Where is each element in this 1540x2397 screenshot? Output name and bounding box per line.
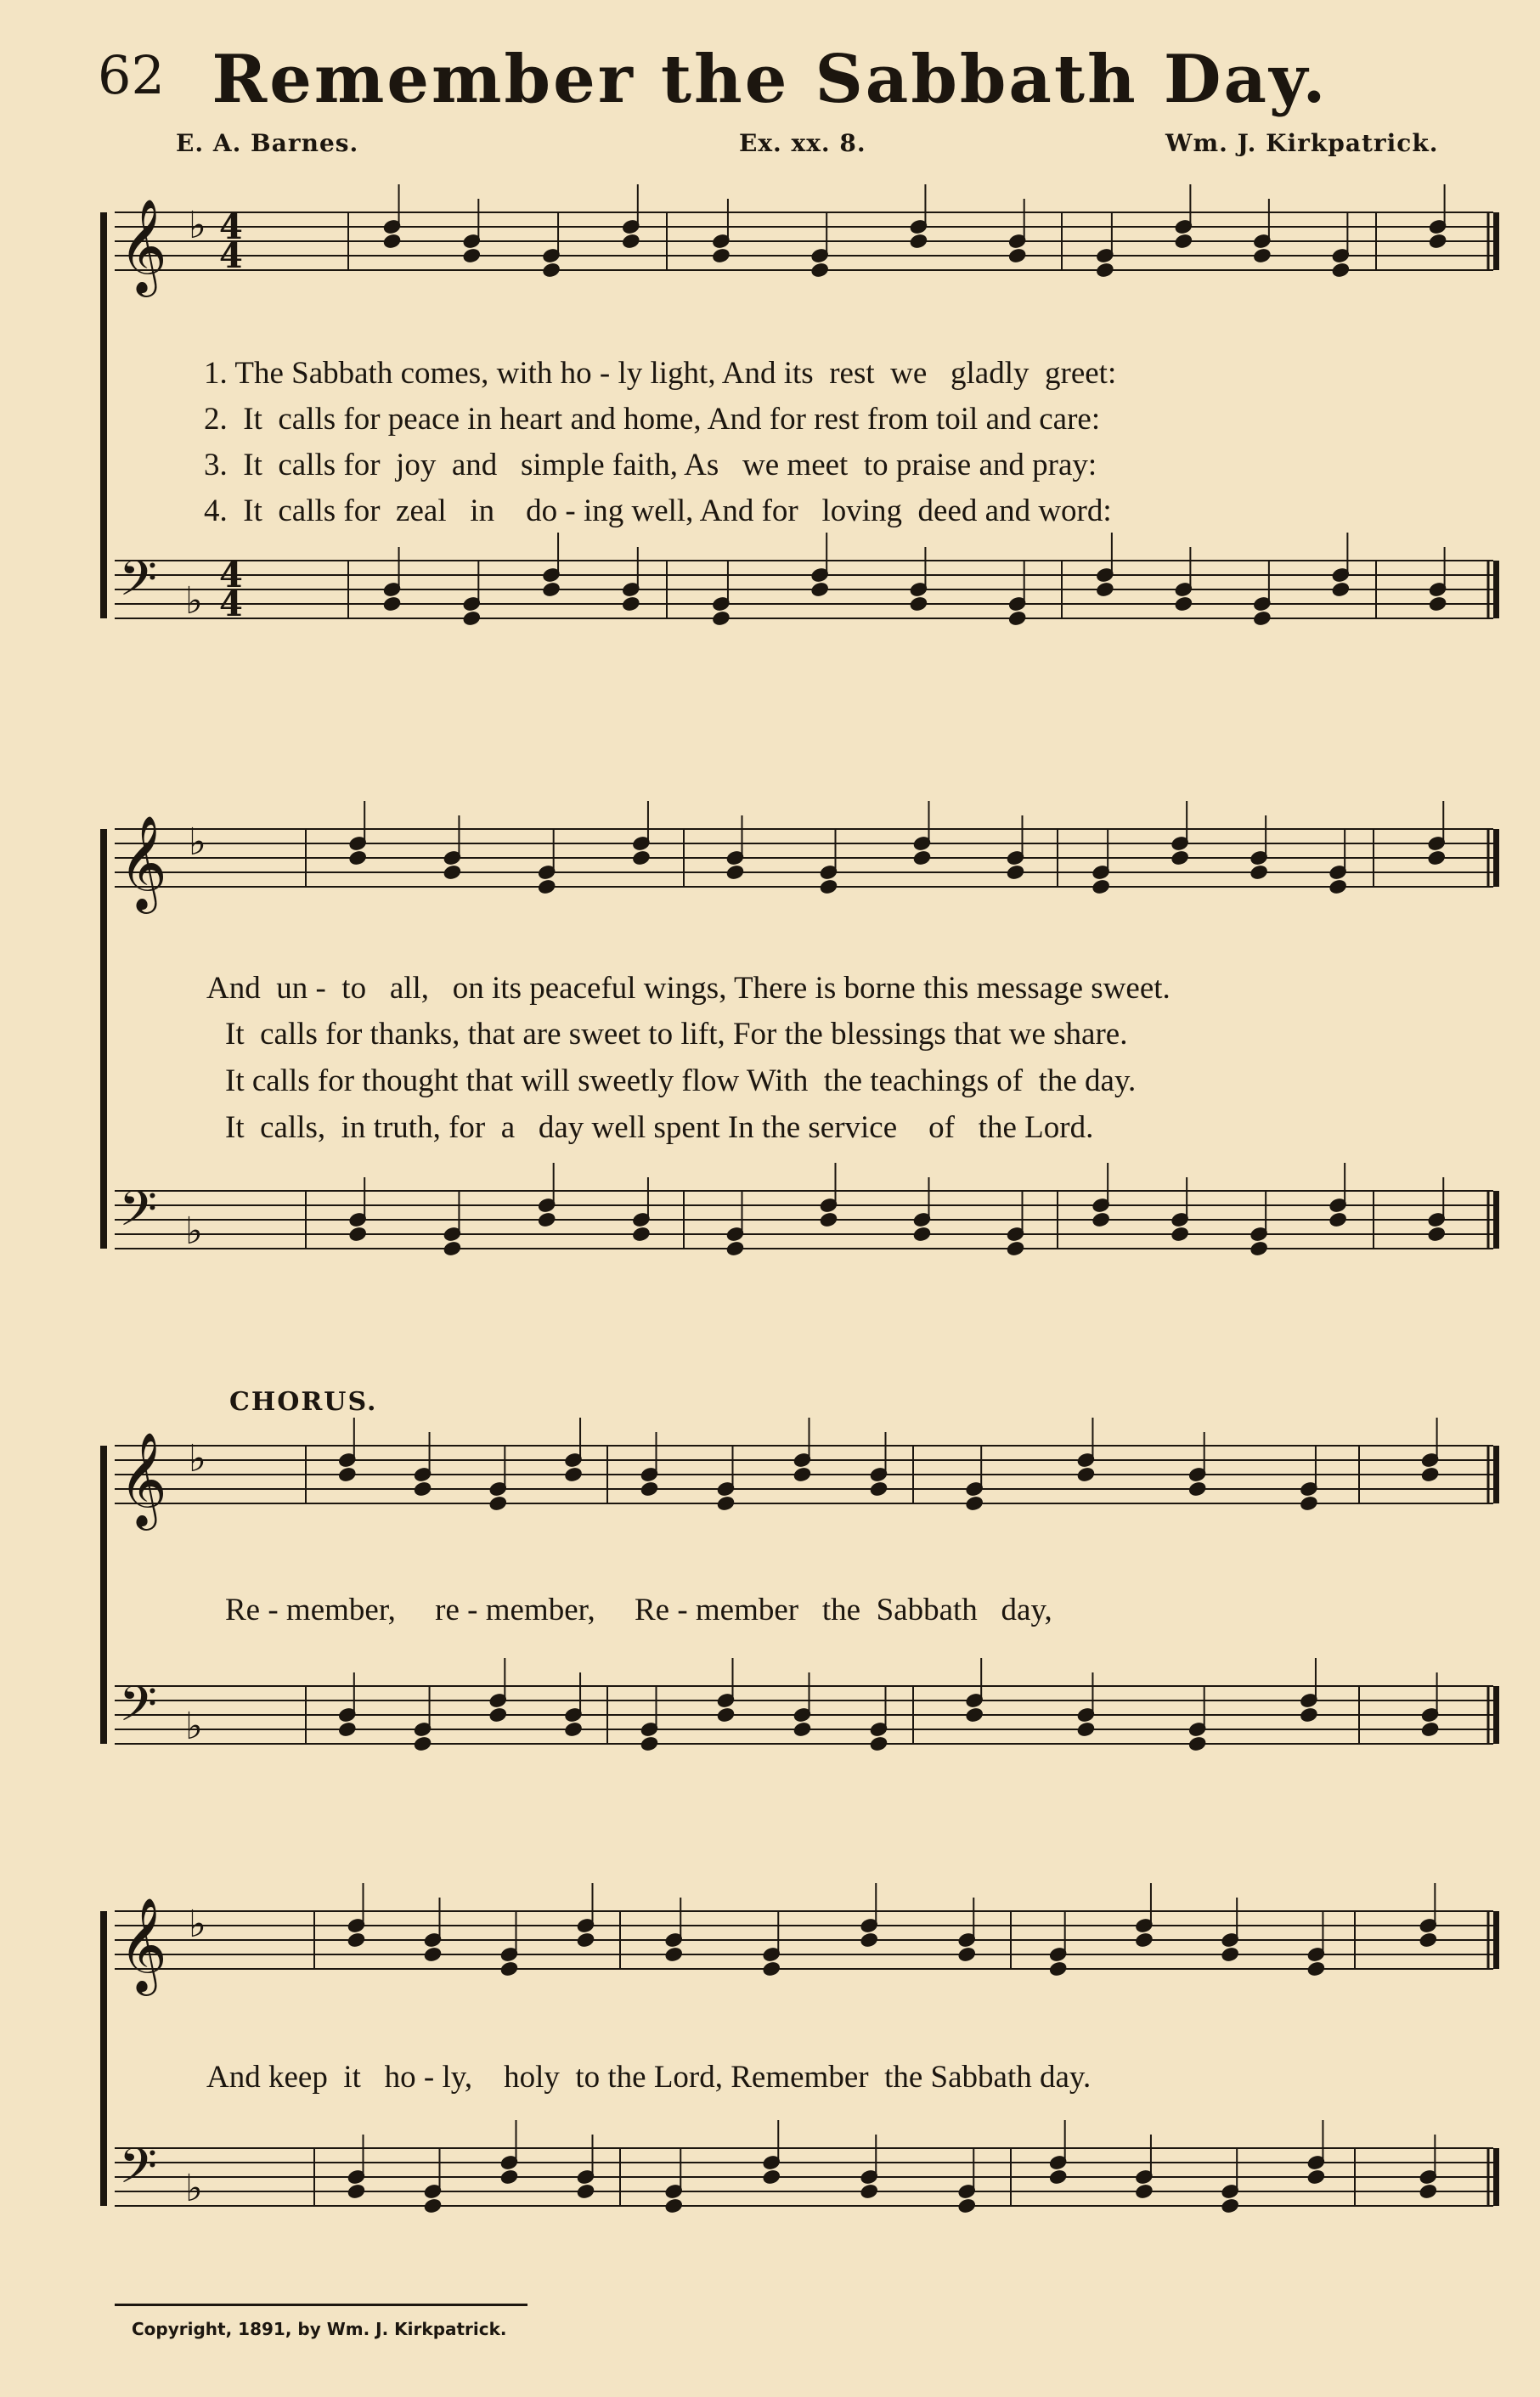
copyright-notice: Copyright, 1891, by Wm. J. Kirkpatrick. [132,2319,507,2339]
svg-text:𝄢: 𝄢 [119,1180,158,1249]
svg-text:4: 4 [219,207,243,247]
verse-2-line-2: It calls for thanks, that are sweet to lift, For the blessings that we share. [225,1017,1128,1052]
author-credit: E. A. Barnes. [176,129,359,157]
chorus-lyric-line-2: And keep it ho - ly, holy to the Lord, Remember the Sabbath day. [206,2060,1092,2095]
verse-1-line-2: And un - to all, on its peaceful wings, There is borne this message sweet. [206,971,1171,1006]
svg-text:♭: ♭ [185,1210,203,1253]
svg-text:𝄢: 𝄢 [119,1675,158,1745]
svg-text:𝄢: 𝄢 [119,2137,158,2207]
svg-text:𝄞: 𝄞 [119,1897,167,1992]
copyright-rule [115,2304,527,2306]
svg-text:4: 4 [219,236,243,276]
svg-text:𝄞: 𝄞 [119,1431,167,1526]
svg-text:𝄢: 𝄢 [119,550,158,619]
svg-text:♭: ♭ [189,1437,206,1480]
verse-3-line-1: 3. It calls for joy and simple faith, As we meet to praise and pray: [204,448,1097,482]
verse-3-line-2: It calls for thought that will sweetly flow With the teachings of the day. [225,1063,1137,1098]
verse-4-line-1: 4. It calls for zeal in do - ing well, And for loving deed and word: [204,494,1112,528]
chorus-label: CHORUS. [229,1387,378,1417]
scripture-reference: Ex. xx. 8. [739,129,866,157]
svg-text:4: 4 [219,556,243,595]
svg-text:♭: ♭ [189,1903,206,1946]
svg-text:4: 4 [219,584,243,624]
verse-4-line-2: It calls, in truth, for a day well spent In the service of the Lord. [225,1110,1094,1145]
svg-text:𝄞: 𝄞 [119,198,167,293]
verse-1-line-1: 1. The Sabbath comes, with ho - ly light, And its rest we gladly greet: [204,356,1117,391]
svg-text:♭: ♭ [185,2167,203,2210]
svg-text:♭: ♭ [189,204,206,247]
composer-credit: Wm. J. Kirkpatrick. [1165,129,1439,157]
chorus-lyric-line-1: Re - member, re - member, Re - member the Sabbath day, [225,1593,1052,1627]
svg-text:𝄞: 𝄞 [119,815,167,910]
verse-2-line-1: 2. It calls for peace in heart and home, And for rest from toil and care: [204,402,1101,437]
svg-text:♭: ♭ [185,579,203,623]
svg-text:♭: ♭ [189,821,206,864]
hymn-title: Remember the Sabbath Day. [212,41,1328,118]
svg-text:♭: ♭ [185,1705,203,1748]
page-number: 62 [98,44,165,106]
